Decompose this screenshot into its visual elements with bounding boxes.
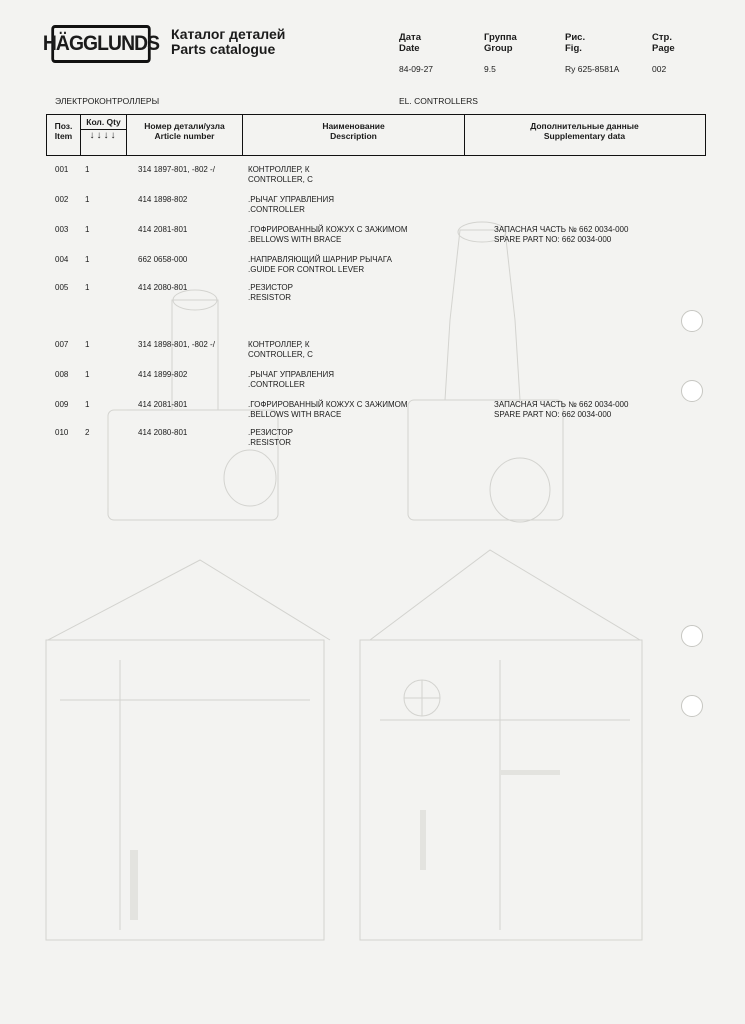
row-article: 314 1898-801, -802 -/ <box>138 340 215 349</box>
row-qty: 1 <box>85 195 90 204</box>
row-description-line: .CONTROLLER <box>248 204 305 214</box>
row-description-line: .РЕЗИСТОР <box>248 428 293 437</box>
group-block <box>484 32 517 74</box>
row-description-line: .НАПРАВЛЯЮЩИЙ ШАРНИР РЫЧАГА <box>248 255 393 264</box>
row-qty: 1 <box>85 340 90 349</box>
row-item: 005 <box>55 283 69 292</box>
row-item: 007 <box>55 340 69 349</box>
date-value: 84-09-27 <box>399 64 434 74</box>
row-description-line: .RESISTOR <box>248 292 291 302</box>
row-item: 004 <box>55 255 69 264</box>
group-label-ru: Группа <box>484 32 517 43</box>
column-header-description: Наименование Description <box>243 115 465 155</box>
row-article: 314 1897-801, -802 -/ <box>138 165 215 174</box>
fig-label-en: Fig. <box>565 43 582 54</box>
fig-label-ru: Рис. <box>565 32 586 43</box>
column-header-item: Поз. Item <box>47 115 81 155</box>
section-title-ru: ЭЛЕКТРОКОНТРОЛЛЕРЫ <box>55 96 160 106</box>
row-description <box>248 255 392 274</box>
row-supplementary-line: SPARE PART NO: 662 0034-000 <box>494 234 612 244</box>
row-item: 008 <box>55 370 69 379</box>
row-description-line: CONTROLLER, C <box>248 174 313 184</box>
row-qty: 2 <box>85 428 90 437</box>
row-description <box>248 428 293 447</box>
column-header-supplementary: Дополнительные данные Supplementary data <box>530 121 639 141</box>
row-description-line: КОНТРОЛЛЕР, К <box>248 165 310 174</box>
row-description-line: .BELLOWS WITH BRACE <box>248 409 342 419</box>
fig-value: Ry 625-8581A <box>565 64 620 74</box>
group-value: 9.5 <box>484 64 496 74</box>
row-description-line: .CONTROLLER <box>248 379 305 389</box>
row-article: 414 2080-801 <box>138 428 188 437</box>
row-description-line: .РЫЧАГ УПРАВЛЕНИЯ <box>248 370 334 379</box>
row-supplementary <box>494 400 628 419</box>
section-title-en: EL. CONTROLLERS <box>399 96 478 106</box>
row-supplementary-line: ЗАПАСНАЯ ЧАСТЬ № 662 0034-000 <box>494 225 629 234</box>
row-description <box>248 370 334 389</box>
row-description-line: .ГОФРИРОВАННЫЙ КОЖУХ С ЗАЖИМОМ <box>248 225 408 234</box>
row-article: 414 1899-802 <box>138 370 188 379</box>
row-qty: 1 <box>85 165 90 174</box>
row-qty: 1 <box>85 255 90 264</box>
title-ru: Каталог деталей <box>171 26 286 42</box>
date-block <box>399 32 433 74</box>
row-article: 662 0658-000 <box>138 255 188 264</box>
row-description <box>248 400 408 419</box>
row-description <box>248 283 293 302</box>
row-item: 003 <box>55 225 69 234</box>
row-description <box>248 165 313 184</box>
page-block <box>652 32 675 74</box>
column-header-article: Номер детали/узла Article number <box>127 115 243 155</box>
row-description-line: КОНТРОЛЛЕР, К <box>248 340 310 349</box>
title-en: Parts catalogue <box>171 41 276 57</box>
page-label-en: Page <box>652 43 675 54</box>
binder-hole <box>681 380 703 402</box>
catalogue-title <box>171 27 285 57</box>
row-description-line: .GUIDE FOR CONTROL LEVER <box>248 264 365 274</box>
brand-logo: HÄGGLUNDS <box>51 25 150 63</box>
row-item: 001 <box>55 165 69 174</box>
row-qty: 1 <box>85 370 90 379</box>
row-description-line: .RESISTOR <box>248 437 291 447</box>
row-article: 414 2081-801 <box>138 225 188 234</box>
figure-block <box>565 32 619 74</box>
date-label-ru: Дата <box>399 32 421 43</box>
row-description-line: .РЫЧАГ УПРАВЛЕНИЯ <box>248 195 334 204</box>
row-description-line: .BELLOWS WITH BRACE <box>248 234 342 244</box>
group-label-en: Group <box>484 43 513 54</box>
row-qty: 1 <box>85 283 90 292</box>
row-article: 414 1898-802 <box>138 195 188 204</box>
row-description <box>248 340 313 359</box>
page-value: 002 <box>652 64 667 74</box>
page-label-ru: Стр. <box>652 32 672 43</box>
column-header-qty: Кол. Qty ↓↓↓↓ <box>81 115 127 155</box>
row-qty: 1 <box>85 400 90 409</box>
row-supplementary-line: ЗАПАСНАЯ ЧАСТЬ № 662 0034-000 <box>494 400 629 409</box>
row-supplementary-line: SPARE PART NO: 662 0034-000 <box>494 409 612 419</box>
row-description <box>248 195 334 214</box>
row-article: 414 2081-801 <box>138 400 188 409</box>
row-description-line: CONTROLLER, C <box>248 349 313 359</box>
row-qty: 1 <box>85 225 90 234</box>
table-header <box>46 114 706 156</box>
binder-hole <box>681 695 703 717</box>
row-supplementary <box>494 225 628 244</box>
binder-hole <box>681 310 703 332</box>
row-item: 009 <box>55 400 69 409</box>
row-description <box>248 225 408 244</box>
row-item: 002 <box>55 195 69 204</box>
date-label-en: Date <box>399 43 420 54</box>
row-description-line: .РЕЗИСТОР <box>248 283 293 292</box>
row-item: 010 <box>55 428 69 437</box>
row-article: 414 2080-801 <box>138 283 188 292</box>
binder-hole <box>681 625 703 647</box>
row-description-line: .ГОФРИРОВАННЫЙ КОЖУХ С ЗАЖИМОМ <box>248 400 408 409</box>
